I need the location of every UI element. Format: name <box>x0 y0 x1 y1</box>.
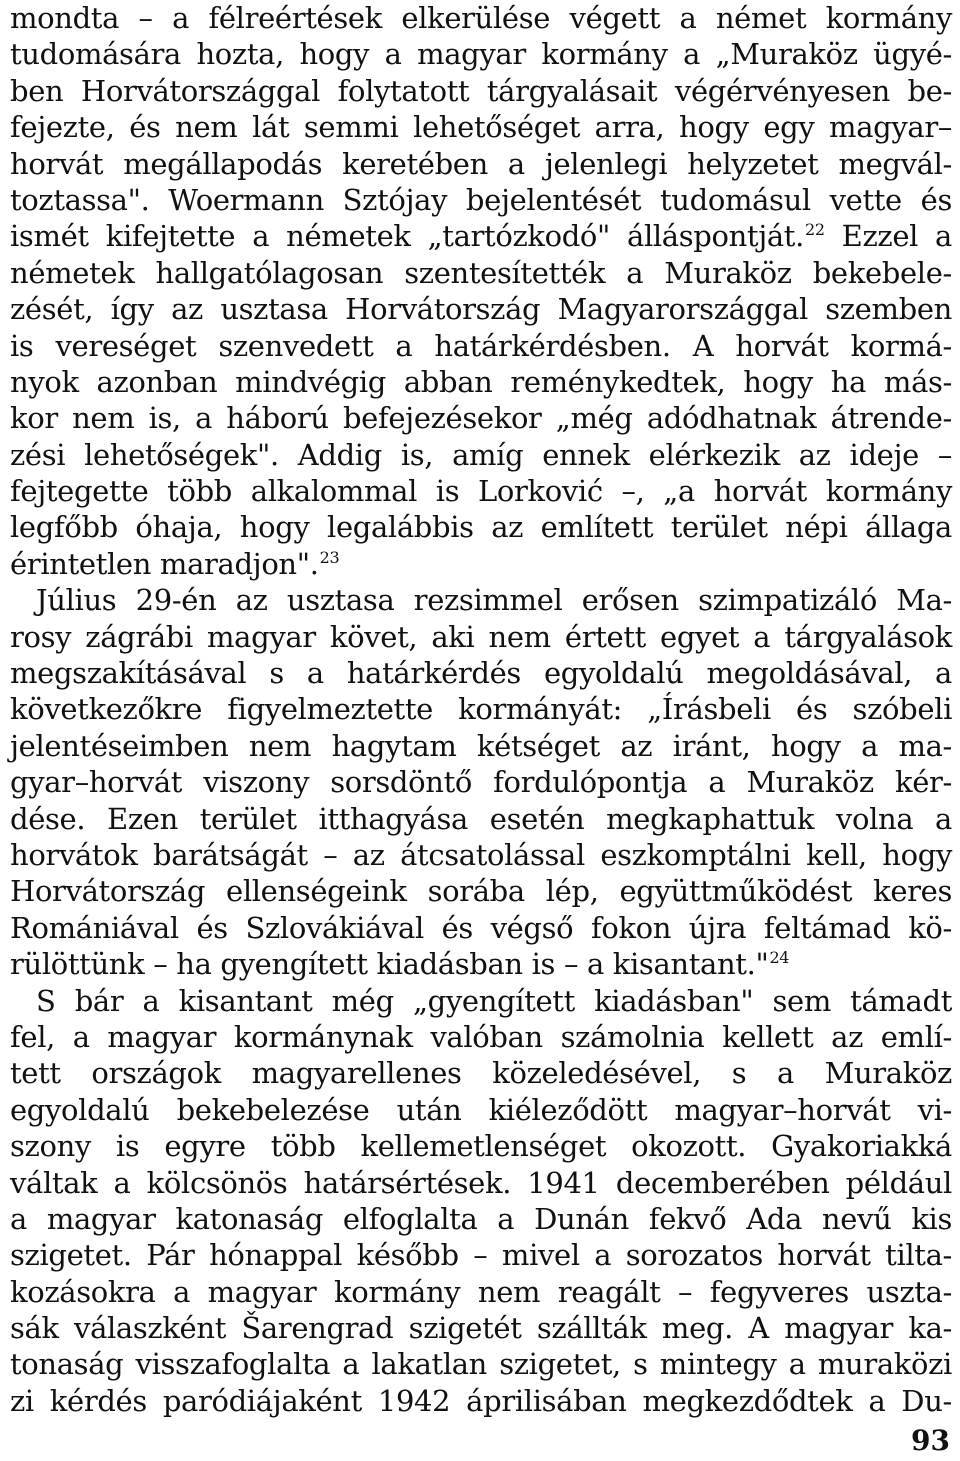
text-line <box>10 400 952 436</box>
line-text: kozásokra a magyar kormány nem reagált – fegyveres uszta- <box>10 1274 952 1309</box>
text-line <box>10 691 952 727</box>
line-text: nyok azonban mindvégig abban reménykedtek, hogy ha más- <box>10 364 952 399</box>
line-text: rülöttünk – ha gyengített kiadásban is – a kisantant." <box>10 947 769 982</box>
text-line <box>10 946 952 982</box>
line-text: zését, így az usztasa Horvátország Magyarországgal szemben <box>10 292 952 327</box>
text-line <box>10 36 952 72</box>
line-text: horvátok barátságát – az átcsatolással eszkomptálni kell, hogy <box>10 837 952 872</box>
book-page <box>10 0 952 1461</box>
text-line <box>10 983 952 1019</box>
text-line <box>10 1092 952 1128</box>
text-line <box>10 473 952 509</box>
text-line <box>10 0 952 36</box>
line-text: érintetlen maradjon". <box>10 546 319 581</box>
text-line <box>10 655 952 691</box>
text-line <box>10 837 952 873</box>
text-line <box>10 182 952 218</box>
text-line <box>10 1383 952 1419</box>
text-line <box>10 1346 952 1382</box>
text-line <box>10 364 952 400</box>
text-line <box>10 1237 952 1273</box>
text-line <box>10 1201 952 1237</box>
line-text: tonaság visszafoglalta a lakatlan szigetet, s mintegy a muraközi <box>10 1347 952 1382</box>
line-text: jelentéseimben nem hagytam kétséget az iránt, hogy a ma- <box>10 728 952 763</box>
line-text: legfőbb óhaja, hogy legalábbis az említett terület népi állaga <box>10 510 952 545</box>
text-line <box>10 728 952 764</box>
text-line <box>10 801 952 837</box>
line-text-continued: Ezzel a <box>824 219 952 254</box>
line-text: váltak a kölcsönös határsértések. 1941 decemberében például <box>10 1165 952 1200</box>
footnote-reference: 24 <box>769 948 790 968</box>
footnote-reference: 23 <box>319 547 340 567</box>
text-line <box>10 619 952 655</box>
text-line <box>10 437 952 473</box>
line-text: szigetet. Pár hónappal később – mivel a sorozatos horvát tilta- <box>10 1238 952 1273</box>
line-text: toztassa". Woermann Sztójay bejelentését tudomásul vette és <box>10 182 952 217</box>
line-text: S bár a kisantant még „gyengített kiadásban" sem támadt <box>36 983 952 1018</box>
line-text: tudomására hozta, hogy a magyar kormány a „Muraköz ügyé- <box>10 37 952 72</box>
line-text: Július 29-én az usztasa rezsimmel erősen szimpatizáló Ma- <box>36 583 952 618</box>
text-line <box>10 255 952 291</box>
line-text: horvát megállapodás keretében a jelenlegi helyzetet megvál- <box>10 146 952 181</box>
line-text: egyoldalú bekebelezése után kiéleződött magyar–horvát vi- <box>10 1092 952 1127</box>
line-text: mondta – a félreértések elkerülése végett a német kormány <box>10 1 952 35</box>
line-text: ben Horvátországgal folytatott tárgyalásait végérvényesen be- <box>10 73 952 108</box>
line-text: zi kérdés paródiájaként 1942 áprilisában megkezdődtek a Du- <box>10 1383 952 1418</box>
line-text: németek hallgatólagosan szentesítették a Muraköz bekebele- <box>10 255 952 290</box>
text-line <box>10 1274 952 1310</box>
text-line <box>10 582 952 618</box>
body-text <box>10 0 952 1419</box>
line-text: következőkre figyelmeztette kormányát: „Írásbeli és szóbeli <box>10 692 952 727</box>
text-line <box>10 218 952 254</box>
text-line <box>10 910 952 946</box>
line-text: ismét kifejtette a németek „tartózkodó" álláspontját. <box>10 219 804 254</box>
footnote-reference: 22 <box>804 220 825 240</box>
text-line <box>10 509 952 545</box>
page-number: 93 <box>911 1424 950 1457</box>
line-text: sák válaszként Šarengrad szigetét szállták meg. A magyar ka- <box>10 1311 952 1346</box>
text-line <box>10 546 952 582</box>
line-text: Romániával és Szlovákiával és végső fokon újra feltámad kö- <box>10 910 952 945</box>
text-line <box>10 1165 952 1201</box>
line-text: fejtegette több alkalommal is Lorković –, „a horvát kormány <box>10 474 952 509</box>
line-text: gyar–horvát viszony sorsdöntő fordulópontja a Muraköz kér- <box>10 765 952 800</box>
text-line <box>10 291 952 327</box>
line-text: dése. Ezen terület itthagyása esetén megkaphattuk volna a <box>10 801 952 836</box>
text-line <box>10 1019 952 1055</box>
line-text: a magyar katonaság elfoglalta a Dunán fekvő Ada nevű kis <box>10 1201 952 1236</box>
text-line <box>10 1128 952 1164</box>
text-line <box>10 1055 952 1091</box>
line-text: kor nem is, a háború befejezésekor „még adódhatnak átrende- <box>10 401 952 436</box>
line-text: Horvátország ellenségeink sorába lép, együttműködést keres <box>10 874 952 909</box>
line-text: tett országok magyarellenes közeledésével, s a Muraköz <box>10 1056 952 1091</box>
text-line <box>10 873 952 909</box>
text-line <box>10 73 952 109</box>
line-text: is vereséget szenvedett a határkérdésben. A horvát kormá- <box>10 328 952 363</box>
line-text: fejezte, és nem lát semmi lehetőséget arra, hogy egy magyar– <box>10 110 952 145</box>
text-line <box>10 146 952 182</box>
line-text: megszakításával s a határkérdés egyoldalú megoldásával, a <box>10 656 952 691</box>
text-line <box>10 109 952 145</box>
line-text: zési lehetőségek". Addig is, amíg ennek elérkezik az ideje – <box>10 437 952 472</box>
line-text: rosy zágrábi magyar követ, aki nem értett egyet a tárgyalások <box>10 619 952 654</box>
line-text: fel, a magyar kormánynak valóban számolnia kellett az emlí- <box>10 1019 952 1054</box>
text-line <box>10 328 952 364</box>
text-line <box>10 1310 952 1346</box>
text-line <box>10 764 952 800</box>
line-text: szony is egyre több kellemetlenséget okozott. Gyakoriakká <box>10 1129 952 1164</box>
